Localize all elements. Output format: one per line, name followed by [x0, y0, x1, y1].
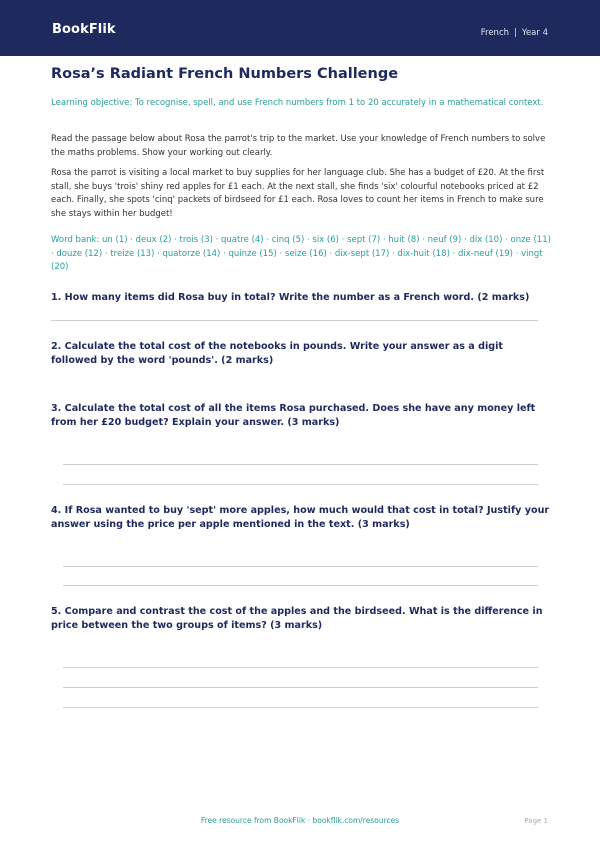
question-2: 2. Calculate the total cost of the notebooks in pounds. Write your answer as a digit followed by the word 'pounds'. (2 marks) [51, 341, 504, 366]
instructions-paragraph: Read the passage below about Rosa the parrot's trip to the market. Use your knowledge of French numbers to solve the maths problems. Show your working out clearly. [51, 134, 546, 158]
passage-paragraph: Rosa the parrot is visiting a local market to buy supplies for her language club. She has a budget of £20. At the first stall, she buys 'trois' shiny red apples for £1 each. At the next stall, she finds 'six' colourful notebooks priced at £2 each. Finally, she spots 'cinq' packets of birdseed for £1 each. Rosa loves to count her items in French to make sure she stays within her budget! [51, 168, 545, 219]
learning-objective: Learning objective: To recognise, spell, and use French numbers from 1 to 20 accurately in a mathematical context. [51, 98, 544, 108]
subject-year-label [481, 28, 548, 38]
brand-logo[interactable]: BookFlik [52, 22, 116, 37]
word-bank: Word bank: un (1) · deux (2) · trois (3) · quatre (4) · cinq (5) · six (6) · sept (7) · huit (8) · neuf (9) · dix (10) · onze (11) · douze (12) · treize (13) · quatorze (14) · quinze (15) · seize (16) · dix-sept (17) · dix-huit (18) · dix-neuf (19) · vingt (20) [51, 235, 551, 272]
page-number: Page 1 [524, 817, 548, 825]
question-3: 3. Calculate the total cost of all the items Rosa purchased. Does she have any money left from her £20 budget? Explain your answer. (3 marks) [51, 403, 536, 428]
question-1: 1. How many items did Rosa buy in total? Write the number as a French word. (2 marks) [51, 292, 530, 303]
answer-line[interactable] [63, 464, 538, 465]
meta-divider: | [514, 28, 517, 38]
answer-line[interactable] [63, 687, 538, 688]
subject-label: French [480, 28, 510, 38]
answer-line[interactable] [63, 566, 538, 567]
year-label: Year 4 [521, 28, 548, 38]
answer-line[interactable] [63, 484, 538, 485]
question-4: 4. If Rosa wanted to buy 'sept' more apples, how much would that cost in total? Justify your answer using the price per apple mentioned in the text. (3 marks) [51, 505, 550, 530]
footer-link[interactable]: Free resource from BookFlik · bookflik.com/resources [200, 816, 400, 825]
worksheet-title: Rosa’s Radiant French Numbers Challenge [51, 66, 399, 82]
answer-line[interactable] [63, 667, 538, 668]
answer-line[interactable] [63, 585, 538, 586]
answer-line[interactable] [63, 707, 538, 708]
answer-line[interactable] [51, 320, 538, 321]
question-5: 5. Compare and contrast the cost of the apples and the birdseed. What is the difference in price between the two groups of items? (3 marks) [51, 606, 543, 631]
header-bar [0, 0, 600, 56]
